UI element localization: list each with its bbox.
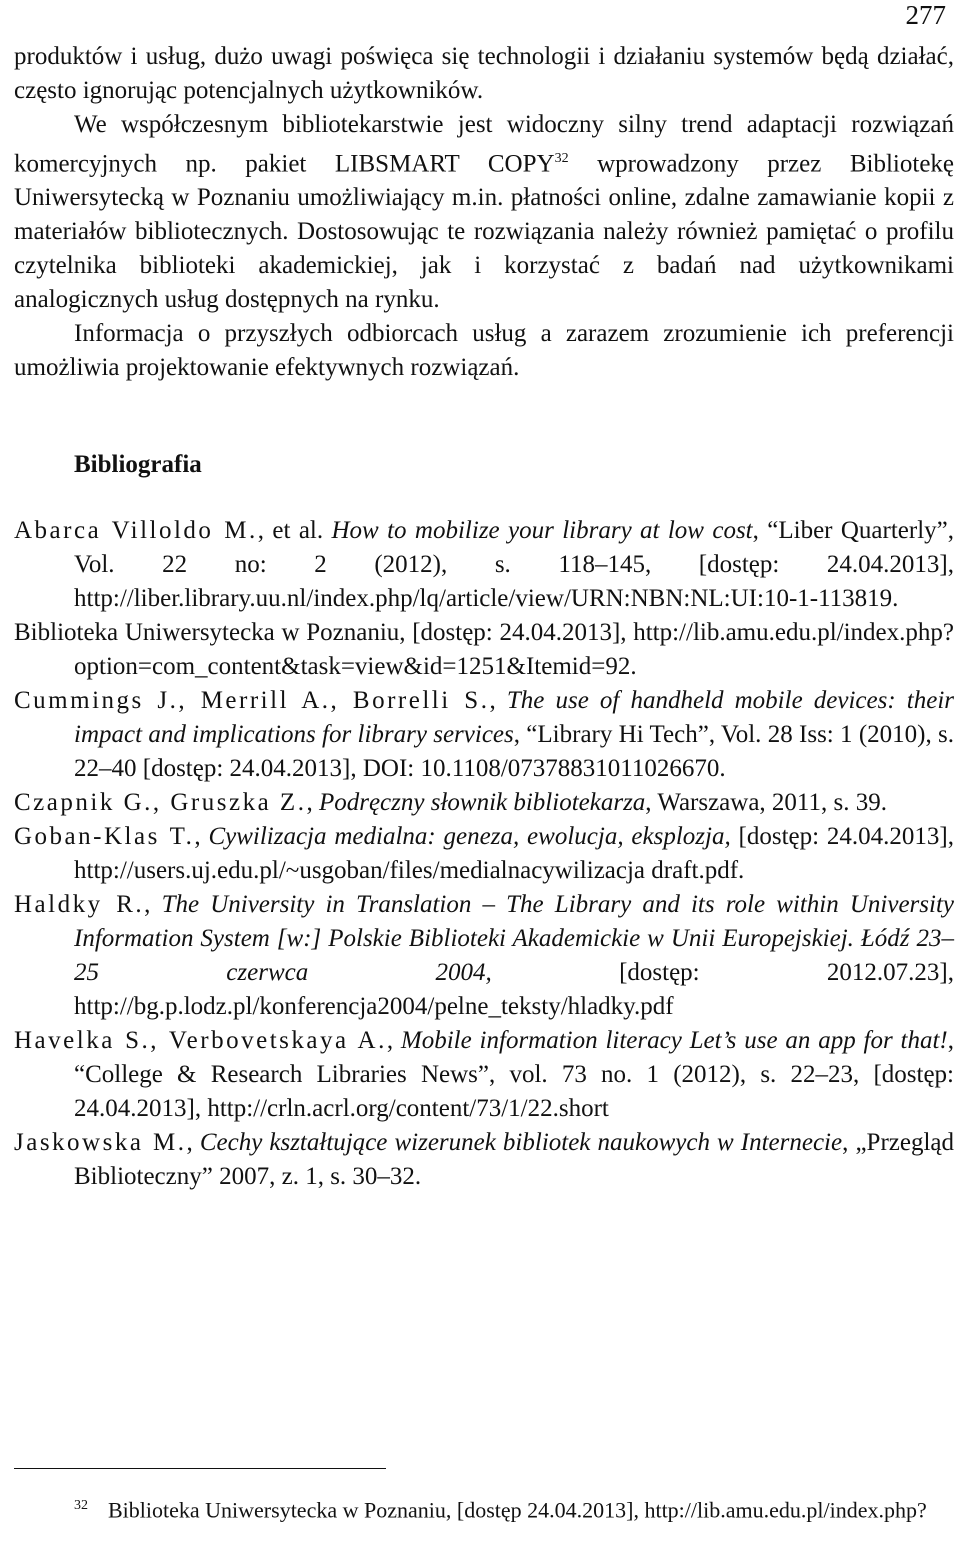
entry-pre: , (489, 687, 507, 714)
entry-pre: , (194, 823, 209, 850)
entry-post: [dostęp: 24.04.2013], http://users.uj.edu.pl/~usgoban/files/medialnacywilizacja draft.pdf. (74, 823, 954, 884)
entry-author: Abarca Villoldo M. (14, 517, 258, 544)
entry-pre: Biblioteka Uniwersytecka w Poznaniu, [dostęp: 24.04.2013], http://lib.amu.edu.pl/index.php?option=com_content&task=view&id=1251&Itemid=92. (14, 619, 954, 680)
entry-author: Jaskowska M. (14, 1129, 187, 1156)
paragraph-2 (14, 108, 954, 317)
entry-author: Goban-Klas T. (14, 823, 195, 850)
footnote-divider (14, 1468, 386, 1469)
paragraph-2-text: We współczesnym bibliotekarstwie jest widoczny silny trend adaptacji rozwiązań komercyjnych np. pakiet LIBSMART COPY (14, 111, 954, 178)
entry-author: Haldky R. (14, 891, 145, 918)
entry-author: Czapnik G., Gruszka Z. (14, 789, 307, 816)
paragraph-2-text-cont: wprowadzony przez Bibliotekę Uniwersytecką w Poznaniu umożliwiający m.in. płatności online, zdalne zamawianie kopii z materiałów bibliotecznych. Dostosowując te rozwiązania należy również pamiętać o profilu czytelnika biblioteki akademickiej, jak i korzystać z badań nad użytkownikami analogicznych usług dostępnych na rynku. (14, 150, 955, 314)
entry-post: , “Library Hi Tech”, Vol. 28 Iss: 1 (2010), s. 22–40 [dostęp: 24.04.2013], DOI: 10.1108/07378831011026670. (74, 721, 955, 782)
entry-pre: , (306, 789, 319, 816)
bibliography-heading: Bibliografia (74, 451, 202, 478)
paragraph-1: produktów i usług, dużo uwagi poświęca się technologii i działaniu systemów będą działać, często ignorując potencjalnych użytkowników. (14, 43, 954, 104)
bibliography-list (14, 514, 954, 1194)
entry-title: Podręczny słownik bibliotekarza (318, 789, 646, 816)
bibliography-entry (14, 820, 954, 888)
bibliography-entry (14, 684, 954, 786)
footnote (14, 1490, 954, 1526)
entry-title: Cechy kształtujące wizerunek bibliotek naukowych w Internecie (199, 1129, 843, 1156)
entry-author: Cummings J., Merrill A., Borrelli S. (14, 687, 490, 714)
entry-pre: , (186, 1129, 200, 1156)
entry-post: , „Przegląd Biblioteczny” 2007, z. 1, s. 30–32. (74, 1129, 954, 1190)
entry-post: , Warszawa, 2011, s. 39. (645, 789, 887, 816)
entry-post: , “Liber Quarterly”, Vol. 22 no: 2 (2012), s. 118–145, [dostęp: 24.04.2013], http://liber.library.uu.nl/index.php/lq/article/view/URN:NBN:NL:UI:10-1-113819. (74, 517, 954, 612)
footnote-text: Biblioteka Uniwersytecka w Poznaniu, [dostęp 24.04.2013], http://lib.amu.edu.pl/index.php? (108, 1497, 927, 1523)
bibliography-entry (14, 514, 954, 616)
entry-title: Mobile information literacy Let’s use an app for that! (400, 1027, 948, 1054)
entry-author: Havelka S., Verbovetskaya A. (14, 1027, 387, 1054)
paragraph-3: Informacja o przyszłych odbiorcach usług a zarazem zrozumienie ich preferencji umożliwia projektowanie efektywnych rozwiązań. (14, 320, 954, 382)
entry-title: How to mobilize your library at low cost (331, 517, 753, 544)
entry-title: The University in Translation – The Library and its role within University Information System [w:] Polskie Biblioteki Akademickie w Unii Europejskiej. Łódź 23–25 czerwca 2004, (74, 891, 955, 986)
page-number: 277 (905, 0, 946, 30)
bibliography-entry (14, 616, 954, 684)
footnote-reference[interactable]: 32 (554, 151, 569, 166)
entry-title: Cywilizacja medialna: geneza, ewolucja, eksplozja, (208, 823, 731, 850)
bibliography-entry (14, 888, 954, 1024)
entry-pre: , et al. (257, 517, 332, 544)
bibliography-entry (14, 786, 954, 820)
bibliography-entry (14, 1126, 954, 1194)
body-text (14, 40, 954, 385)
entry-post: , “College & Research Libraries News”, vol. 73 no. 1 (2012), s. 22–23, [dostęp: 24.04.2013], http://crln.acrl.org/content/73/1/22.short (74, 1027, 954, 1122)
bibliography-entry (14, 1024, 954, 1126)
entry-pre: , (386, 1027, 401, 1054)
footnote-marker: 32 (74, 1498, 88, 1513)
entry-pre: , (144, 891, 162, 918)
entry-title: The use of handheld mobile devices: their impact and implications for library services (74, 687, 955, 748)
entry-post: [dostęp: 2012.07.23], http://bg.p.lodz.pl/konferencja2004/pelne_teksty/hladky.pdf (74, 959, 954, 1020)
